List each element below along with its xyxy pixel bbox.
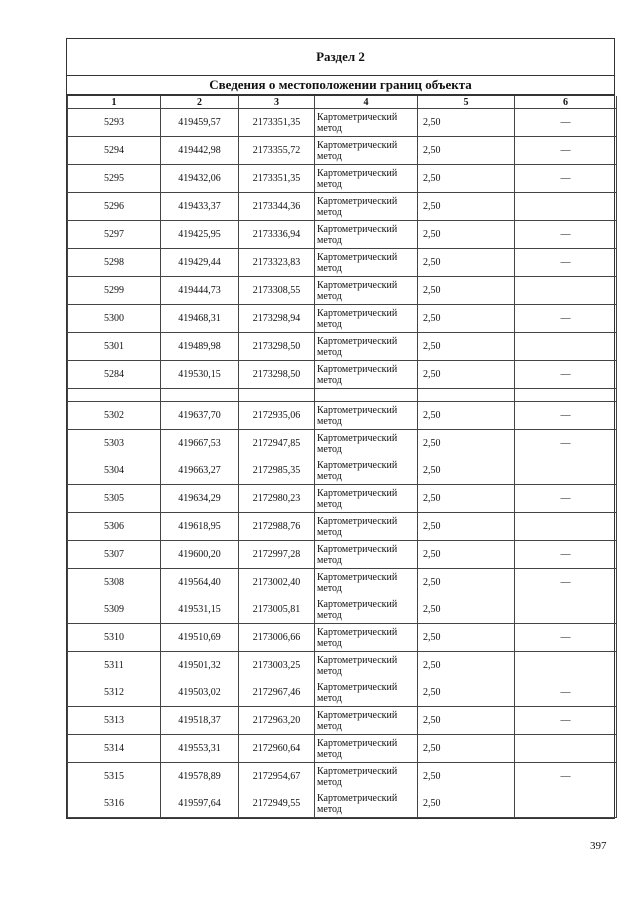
point-number: 5312 [68, 679, 161, 707]
method-line: метод [317, 178, 342, 190]
method-line: метод [317, 526, 342, 538]
accuracy-value: 2,50 [418, 596, 515, 624]
coordinate-x: 419667,53 [161, 430, 239, 458]
description-cell: — [515, 763, 617, 791]
method-line: Картометрический [317, 335, 398, 347]
column-header: 5 [418, 96, 515, 109]
method-cell [315, 305, 418, 333]
accuracy-value: 2,50 [418, 402, 515, 430]
accuracy-value: 2,50 [418, 569, 515, 597]
coordinate-x: 419553,31 [161, 735, 239, 763]
method-line: метод [317, 318, 342, 330]
method-line: Картометрический [317, 792, 398, 804]
coordinate-x: 419510,69 [161, 624, 239, 652]
method-line: Картометрический [317, 307, 398, 319]
method-cell [315, 193, 418, 221]
description-cell [515, 457, 617, 485]
table-row [68, 109, 617, 137]
table-row [68, 679, 617, 707]
description-cell [515, 596, 617, 624]
method-line: метод [317, 443, 342, 455]
coordinate-y: 2173298,50 [239, 361, 315, 389]
point-number: 5295 [68, 165, 161, 193]
point-number: 5304 [68, 457, 161, 485]
point-number: 5308 [68, 569, 161, 597]
table-row [68, 193, 617, 221]
description-cell [515, 735, 617, 763]
table-row [68, 277, 617, 305]
coordinate-x: 419432,06 [161, 165, 239, 193]
table-row [68, 305, 617, 333]
accuracy-value: 2,50 [418, 305, 515, 333]
accuracy-value: 2,50 [418, 652, 515, 680]
method-line: Картометрический [317, 598, 398, 610]
method-line: Картометрический [317, 404, 398, 416]
coordinate-y: 2172949,55 [239, 790, 315, 818]
table-row [68, 361, 617, 389]
coordinate-x: 419564,40 [161, 569, 239, 597]
method-line: метод [317, 470, 342, 482]
coordinate-x: 419503,02 [161, 679, 239, 707]
method-line: Картометрический [317, 167, 398, 179]
method-cell [315, 679, 418, 707]
point-number: 5302 [68, 402, 161, 430]
coordinate-y: 2172960,64 [239, 735, 315, 763]
column-header: 6 [515, 96, 617, 109]
method-line: метод [317, 692, 342, 704]
method-line: Картометрический [317, 487, 398, 499]
accuracy-value: 2,50 [418, 513, 515, 541]
method-line: Картометрический [317, 432, 398, 444]
method-cell [315, 513, 418, 541]
accuracy-value: 2,50 [418, 221, 515, 249]
coordinate-y: 2172947,85 [239, 430, 315, 458]
method-line: метод [317, 637, 342, 649]
point-number: 5303 [68, 430, 161, 458]
method-cell [315, 402, 418, 430]
method-cell [315, 109, 418, 137]
accuracy-value: 2,50 [418, 430, 515, 458]
coordinate-y: 2172954,67 [239, 763, 315, 791]
point-number: 5310 [68, 624, 161, 652]
method-line: метод [317, 720, 342, 732]
coordinate-y: 2173336,94 [239, 221, 315, 249]
method-cell [315, 457, 418, 485]
table-row [68, 541, 617, 569]
coordinate-y: 2172988,76 [239, 513, 315, 541]
coordinate-x: 419489,98 [161, 333, 239, 361]
column-header: 4 [315, 96, 418, 109]
accuracy-value: 2,50 [418, 735, 515, 763]
method-line: метод [317, 776, 342, 788]
table-row [68, 624, 617, 652]
accuracy-value: 2,50 [418, 763, 515, 791]
method-cell [315, 569, 418, 597]
description-cell [515, 193, 617, 221]
description-cell: — [515, 679, 617, 707]
coordinate-x: 419444,73 [161, 277, 239, 305]
method-line: метод [317, 554, 342, 566]
method-line: метод [317, 234, 342, 246]
method-line: Картометрический [317, 251, 398, 263]
coordinate-y: 2172935,06 [239, 402, 315, 430]
method-cell [315, 735, 418, 763]
section-title: Раздел 2 [67, 39, 614, 76]
coordinate-x: 419597,64 [161, 790, 239, 818]
table-row [68, 652, 617, 680]
coordinate-y: 2173344,36 [239, 193, 315, 221]
method-line: Картометрический [317, 654, 398, 666]
point-number: 5311 [68, 652, 161, 680]
point-number: 5297 [68, 221, 161, 249]
table-row [68, 513, 617, 541]
empty-cell [68, 389, 161, 402]
point-number: 5316 [68, 790, 161, 818]
point-number: 5298 [68, 249, 161, 277]
table-row [68, 430, 617, 458]
table-row [68, 249, 617, 277]
description-cell [515, 652, 617, 680]
method-line: метод [317, 290, 342, 302]
method-line: Картометрический [317, 111, 398, 123]
method-line: метод [317, 748, 342, 760]
method-cell [315, 277, 418, 305]
coordinate-y: 2173002,40 [239, 569, 315, 597]
table-row [68, 457, 617, 485]
point-number: 5307 [68, 541, 161, 569]
point-number: 5313 [68, 707, 161, 735]
table-row [68, 735, 617, 763]
method-cell [315, 430, 418, 458]
method-cell [315, 541, 418, 569]
point-number: 5315 [68, 763, 161, 791]
method-cell [315, 707, 418, 735]
method-line: метод [317, 498, 342, 510]
coordinate-y: 2172985,35 [239, 457, 315, 485]
coordinate-y: 2173323,83 [239, 249, 315, 277]
description-cell: — [515, 109, 617, 137]
method-cell [315, 221, 418, 249]
coordinates-table [67, 96, 617, 818]
point-number: 5284 [68, 361, 161, 389]
description-cell: — [515, 541, 617, 569]
method-line: метод [317, 262, 342, 274]
point-number: 5306 [68, 513, 161, 541]
method-line: Картометрический [317, 363, 398, 375]
coordinate-y: 2172963,20 [239, 707, 315, 735]
coordinate-x: 419442,98 [161, 137, 239, 165]
method-line: Картометрический [317, 459, 398, 471]
coordinate-y: 2173351,35 [239, 109, 315, 137]
coordinate-x: 419663,27 [161, 457, 239, 485]
coordinate-y: 2173298,50 [239, 333, 315, 361]
description-cell: — [515, 305, 617, 333]
empty-cell [161, 389, 239, 402]
coordinate-x: 419501,32 [161, 652, 239, 680]
coordinate-y: 2172997,28 [239, 541, 315, 569]
coordinate-y: 2173298,94 [239, 305, 315, 333]
accuracy-value: 2,50 [418, 361, 515, 389]
coordinate-x: 419578,89 [161, 763, 239, 791]
method-cell [315, 249, 418, 277]
method-line: метод [317, 150, 342, 162]
table-row [68, 596, 617, 624]
document-frame [66, 38, 615, 819]
method-cell [315, 137, 418, 165]
point-number: 5300 [68, 305, 161, 333]
point-number: 5305 [68, 485, 161, 513]
coordinate-x: 419468,31 [161, 305, 239, 333]
method-cell [315, 763, 418, 791]
table-row [68, 137, 617, 165]
coordinate-x: 419531,15 [161, 596, 239, 624]
coordinate-x: 419600,20 [161, 541, 239, 569]
method-cell [315, 624, 418, 652]
method-cell [315, 485, 418, 513]
accuracy-value: 2,50 [418, 193, 515, 221]
coordinate-y: 2173003,25 [239, 652, 315, 680]
accuracy-value: 2,50 [418, 165, 515, 193]
coordinate-x: 419637,70 [161, 402, 239, 430]
description-cell [515, 333, 617, 361]
accuracy-value: 2,50 [418, 679, 515, 707]
description-cell: — [515, 249, 617, 277]
coordinate-x: 419618,95 [161, 513, 239, 541]
empty-cell [418, 389, 515, 402]
coordinate-x: 419530,15 [161, 361, 239, 389]
method-cell [315, 596, 418, 624]
description-cell: — [515, 137, 617, 165]
coordinate-y: 2172980,23 [239, 485, 315, 513]
column-header: 3 [239, 96, 315, 109]
method-cell [315, 165, 418, 193]
method-line: Картометрический [317, 139, 398, 151]
method-line: Картометрический [317, 571, 398, 583]
description-cell: — [515, 569, 617, 597]
method-line: метод [317, 803, 342, 815]
method-line: метод [317, 206, 342, 218]
method-line: метод [317, 346, 342, 358]
accuracy-value: 2,50 [418, 624, 515, 652]
description-cell [515, 513, 617, 541]
accuracy-value: 2,50 [418, 109, 515, 137]
table-row [68, 763, 617, 791]
point-number: 5309 [68, 596, 161, 624]
column-header-row [68, 96, 617, 109]
table-row [68, 333, 617, 361]
point-number: 5293 [68, 109, 161, 137]
description-cell: — [515, 430, 617, 458]
description-cell: — [515, 624, 617, 652]
coordinate-x: 419425,95 [161, 221, 239, 249]
method-line: Картометрический [317, 515, 398, 527]
column-header: 2 [161, 96, 239, 109]
page-number: 397 [590, 840, 607, 852]
table-row [68, 707, 617, 735]
accuracy-value: 2,50 [418, 707, 515, 735]
point-number: 5299 [68, 277, 161, 305]
coordinate-y: 2173005,81 [239, 596, 315, 624]
method-cell [315, 361, 418, 389]
description-cell: — [515, 221, 617, 249]
method-line: метод [317, 665, 342, 677]
description-cell [515, 790, 617, 818]
method-line: Картометрический [317, 709, 398, 721]
method-line: Картометрический [317, 279, 398, 291]
point-number: 5296 [68, 193, 161, 221]
method-line: Картометрический [317, 737, 398, 749]
point-number: 5301 [68, 333, 161, 361]
method-line: метод [317, 122, 342, 134]
method-line: Картометрический [317, 681, 398, 693]
description-cell: — [515, 361, 617, 389]
empty-cell [315, 389, 418, 402]
description-cell [515, 277, 617, 305]
coordinate-x: 419433,37 [161, 193, 239, 221]
accuracy-value: 2,50 [418, 277, 515, 305]
method-line: Картометрический [317, 765, 398, 777]
method-cell [315, 652, 418, 680]
method-line: метод [317, 415, 342, 427]
coordinate-x: 419518,37 [161, 707, 239, 735]
table-row [68, 790, 617, 818]
table-row [68, 165, 617, 193]
coordinate-x: 419459,57 [161, 109, 239, 137]
method-line: Картометрический [317, 223, 398, 235]
coordinate-y: 2173308,55 [239, 277, 315, 305]
coordinate-y: 2173355,72 [239, 137, 315, 165]
coordinate-y: 2173351,35 [239, 165, 315, 193]
accuracy-value: 2,50 [418, 541, 515, 569]
method-line: метод [317, 374, 342, 386]
table-row [68, 221, 617, 249]
description-cell: — [515, 165, 617, 193]
description-cell: — [515, 707, 617, 735]
empty-cell [515, 389, 617, 402]
accuracy-value: 2,50 [418, 137, 515, 165]
coordinate-x: 419429,44 [161, 249, 239, 277]
coordinate-x: 419634,29 [161, 485, 239, 513]
description-cell: — [515, 485, 617, 513]
method-line: Картометрический [317, 195, 398, 207]
table-row [68, 402, 617, 430]
method-line: метод [317, 582, 342, 594]
accuracy-value: 2,50 [418, 457, 515, 485]
accuracy-value: 2,50 [418, 790, 515, 818]
coordinate-y: 2172967,46 [239, 679, 315, 707]
description-cell: — [515, 402, 617, 430]
method-line: Картометрический [317, 543, 398, 555]
method-cell [315, 790, 418, 818]
empty-cell [239, 389, 315, 402]
method-line: метод [317, 609, 342, 621]
table-row [68, 569, 617, 597]
table-row [68, 485, 617, 513]
method-line: Картометрический [317, 626, 398, 638]
coordinate-y: 2173006,66 [239, 624, 315, 652]
point-number: 5294 [68, 137, 161, 165]
column-header: 1 [68, 96, 161, 109]
accuracy-value: 2,50 [418, 333, 515, 361]
point-number: 5314 [68, 735, 161, 763]
method-cell [315, 333, 418, 361]
table-gap-row [68, 389, 617, 402]
accuracy-value: 2,50 [418, 485, 515, 513]
accuracy-value: 2,50 [418, 249, 515, 277]
section-subtitle: Сведения о местоположении границ объекта [67, 76, 614, 96]
